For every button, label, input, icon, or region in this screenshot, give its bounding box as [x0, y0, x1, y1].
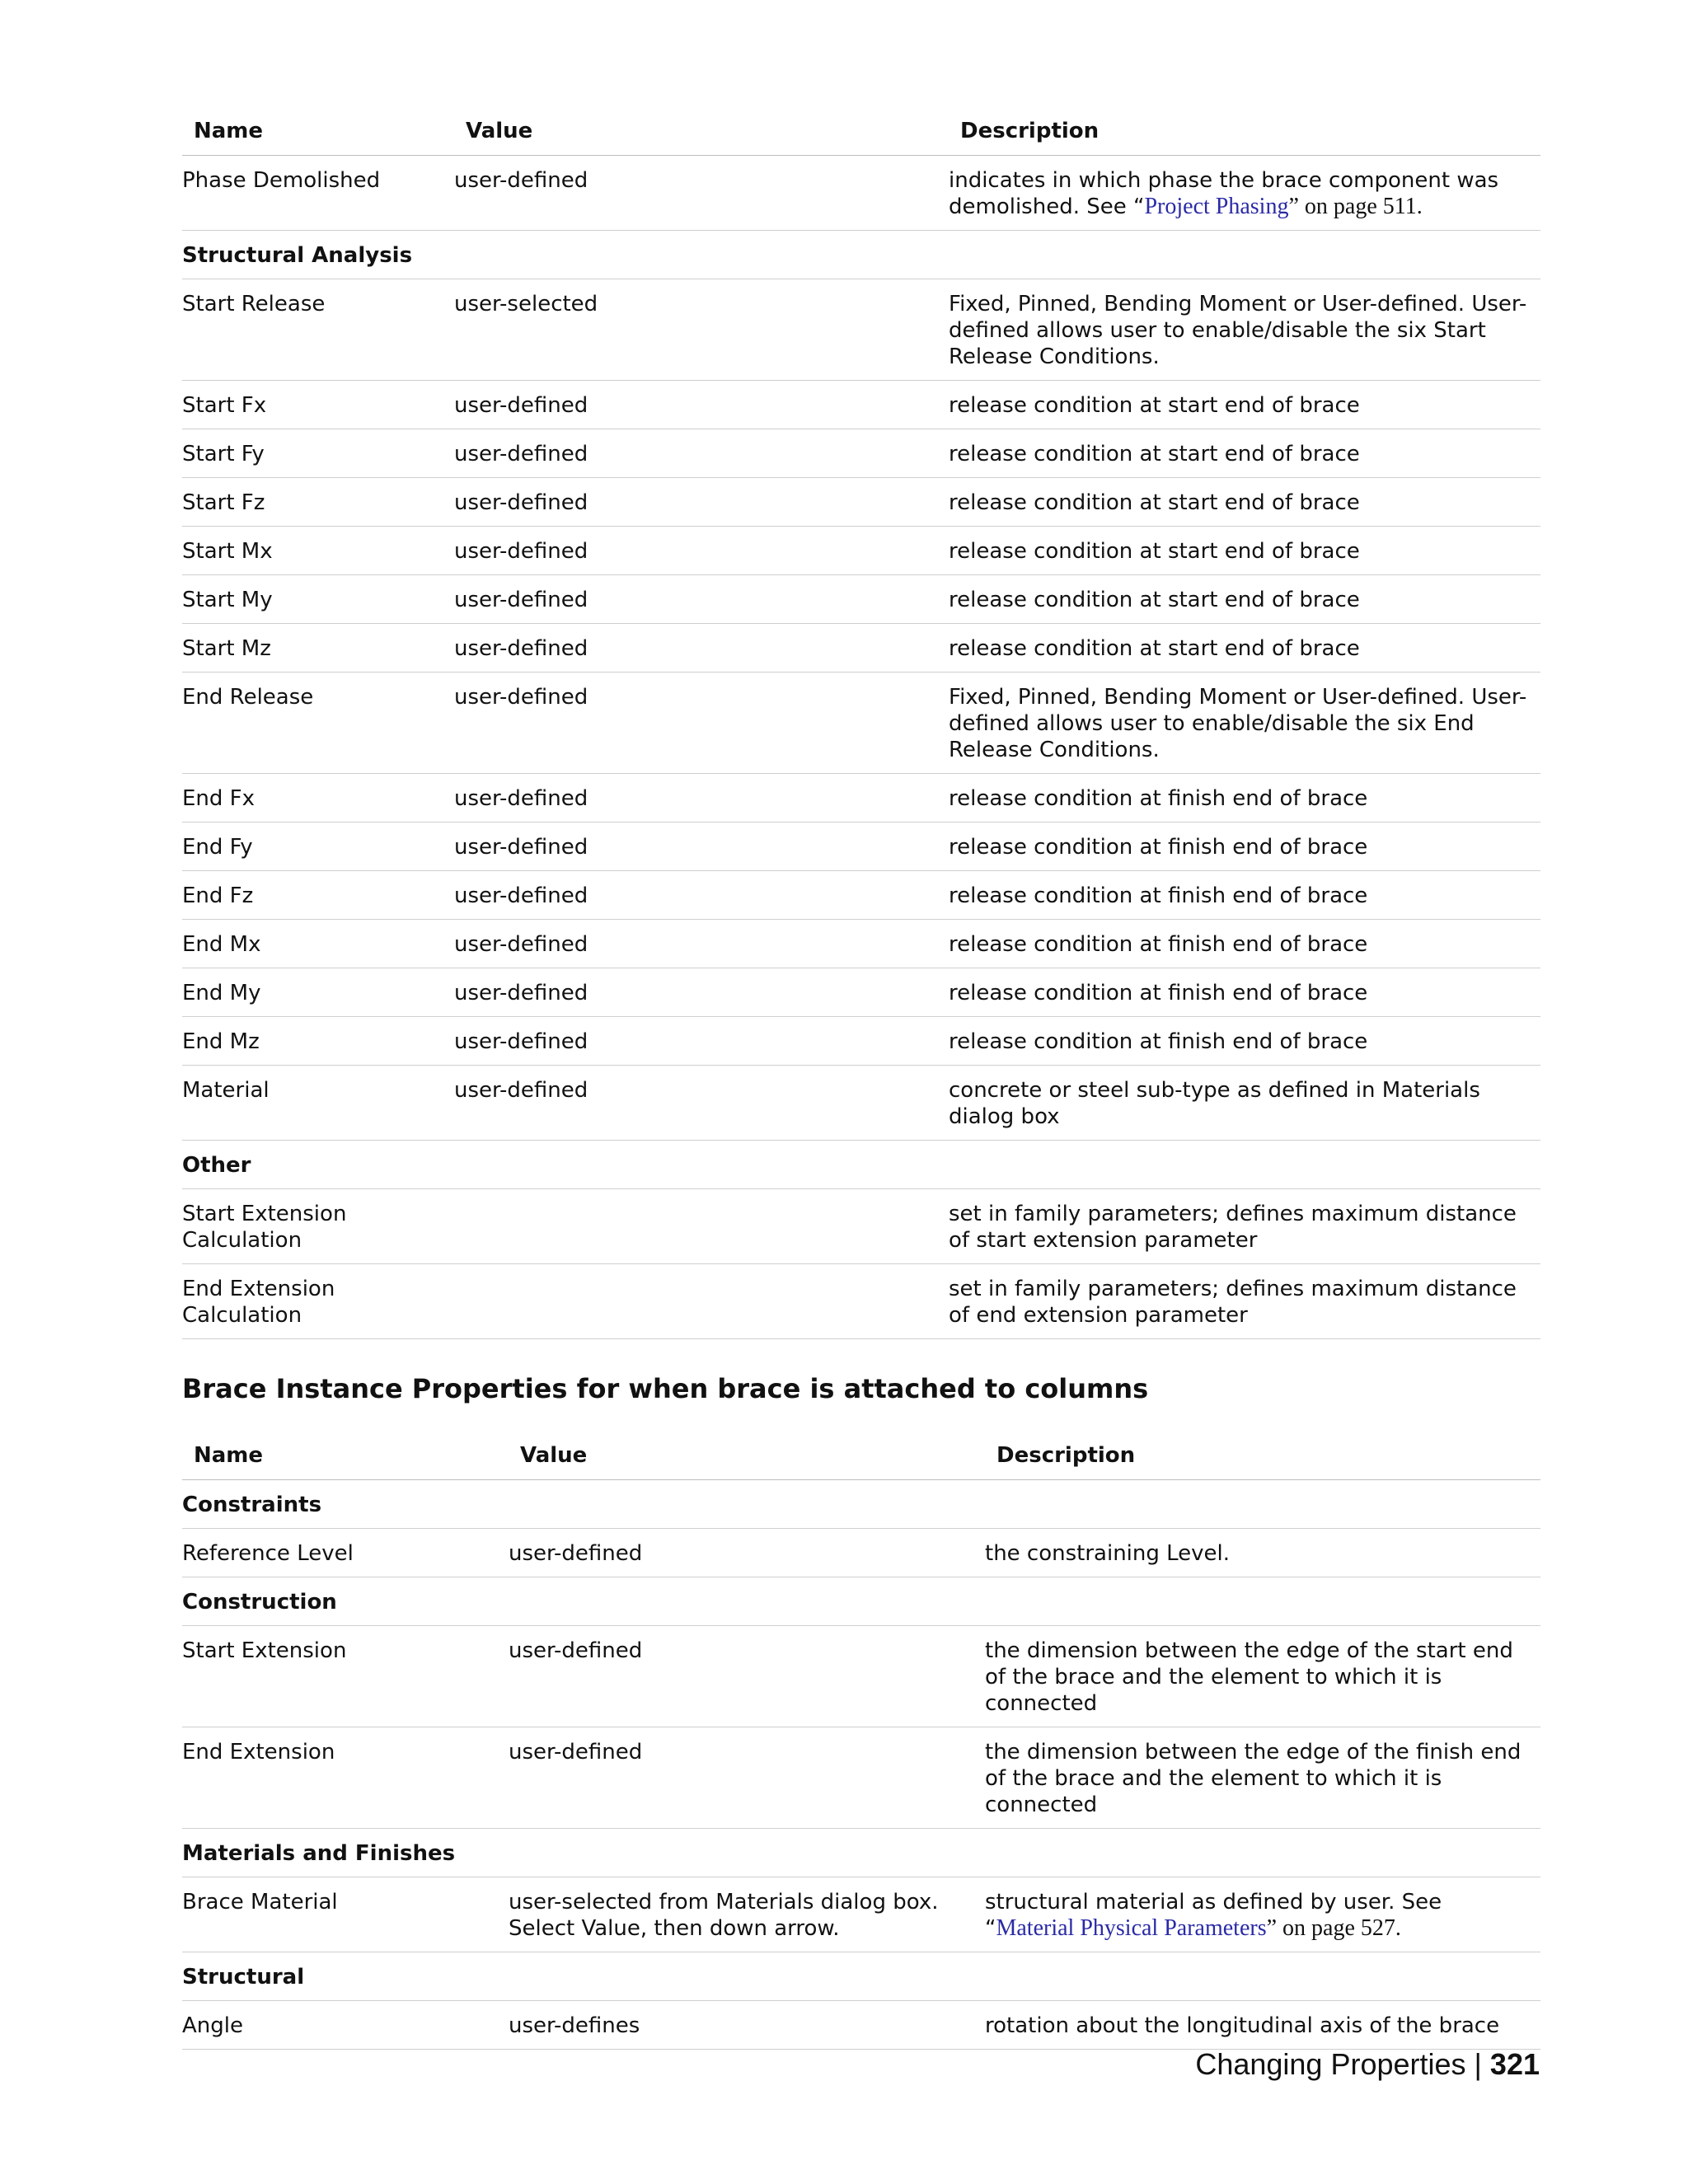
cell-value: user-defined — [454, 920, 949, 968]
cell-value: user-selected — [454, 279, 949, 381]
table-row — [182, 1264, 1540, 1339]
cell-value: user-defined — [454, 381, 949, 429]
table-row — [182, 1189, 1540, 1264]
cell-description: release condition at finish end of brace — [949, 1017, 1540, 1066]
cell-description: release condition at start end of brace — [949, 575, 1540, 624]
cell-value: user-defined — [454, 575, 949, 624]
table-row — [182, 823, 1540, 871]
table-row — [182, 968, 1540, 1017]
cell-description: release condition at finish end of brace — [949, 774, 1540, 823]
page-reference-text: ” on page 511. — [1288, 194, 1423, 219]
cell-name: End Extension Calculation — [182, 1264, 454, 1339]
group-label: Constraints — [182, 1480, 1540, 1529]
cell-description: release condition at start end of brace — [949, 381, 1540, 429]
cell-value — [454, 1264, 949, 1339]
table-row — [182, 478, 1540, 527]
group-label: Structural — [182, 1952, 1540, 2001]
page-number: 321 — [1489, 2047, 1540, 2081]
cell-description: release condition at start end of brace — [949, 429, 1540, 478]
column-header-name: Name — [182, 1430, 509, 1480]
table-row — [182, 527, 1540, 575]
table-row — [182, 429, 1540, 478]
cell-name: Start Mx — [182, 527, 454, 575]
table-row — [182, 575, 1540, 624]
brace-properties-table — [182, 105, 1540, 1339]
description-text: indicates in which phase the brace component was demolished. See “ — [949, 168, 1499, 219]
cell-value: user-defined — [454, 871, 949, 920]
cell-name: End Mx — [182, 920, 454, 968]
cell-description: rotation about the longitudinal axis of the brace — [985, 2001, 1540, 2050]
cell-value: user-defined — [454, 624, 949, 673]
cell-name: Brace Material — [182, 1877, 509, 1952]
cell-description: set in family parameters; defines maximum distance of start extension parameter — [949, 1189, 1540, 1264]
document-page — [182, 0, 1540, 2050]
footer-title: Changing Properties — [1195, 2047, 1466, 2081]
table-row — [182, 871, 1540, 920]
column-header-value: Value — [509, 1430, 985, 1480]
column-header-value: Value — [454, 105, 949, 156]
column-header-description: Description — [985, 1430, 1540, 1480]
cell-description: release condition at start end of brace — [949, 478, 1540, 527]
table-row — [182, 1066, 1540, 1141]
cell-name: Start Extension Calculation — [182, 1189, 454, 1264]
cell-value: user-defined — [509, 1727, 985, 1829]
table-row — [182, 279, 1540, 381]
table-row — [182, 156, 1540, 231]
table-row — [182, 1626, 1540, 1727]
page-footer — [1195, 2047, 1540, 2082]
cross-reference-link[interactable]: Project Phasing — [1144, 194, 1289, 219]
cell-name: End Fz — [182, 871, 454, 920]
table-row — [182, 2001, 1540, 2050]
group-row — [182, 1829, 1540, 1877]
cell-value — [454, 1189, 949, 1264]
cell-description: the dimension between the edge of the finish end of the brace and the element to which it is connected — [985, 1727, 1540, 1829]
cell-name: End Release — [182, 673, 454, 774]
cell-name: Start Mz — [182, 624, 454, 673]
group-row — [182, 1577, 1540, 1626]
table-row — [182, 774, 1540, 823]
column-header-name: Name — [182, 105, 454, 156]
table-header-row — [182, 1430, 1540, 1480]
cell-description — [985, 1877, 1540, 1952]
cell-description — [949, 156, 1540, 231]
cell-name: Angle — [182, 2001, 509, 2050]
cell-name: Phase Demolished — [182, 156, 454, 231]
cell-description: Fixed, Pinned, Bending Moment or User-defined. User-defined allows user to enable/disable the six Start Release Conditions. — [949, 279, 1540, 381]
cell-name: End My — [182, 968, 454, 1017]
group-row — [182, 1480, 1540, 1529]
cell-value: user-defined — [454, 527, 949, 575]
cell-name: Start Release — [182, 279, 454, 381]
table-row — [182, 381, 1540, 429]
cell-name: Start Fz — [182, 478, 454, 527]
page-reference-text: ” on page 527. — [1266, 1915, 1401, 1941]
cell-name: Material — [182, 1066, 454, 1141]
group-label: Other — [182, 1141, 1540, 1189]
cell-description: release condition at finish end of brace — [949, 823, 1540, 871]
cell-value: user-defined — [454, 673, 949, 774]
cell-description: release condition at start end of brace — [949, 624, 1540, 673]
cell-name: Start Fx — [182, 381, 454, 429]
cell-value: user-defines — [509, 2001, 985, 2050]
cell-value: user-defined — [454, 156, 949, 231]
cell-description: release condition at finish end of brace — [949, 920, 1540, 968]
group-label: Materials and Finishes — [182, 1829, 1540, 1877]
table-row — [182, 673, 1540, 774]
cell-description: concrete or steel sub-type as defined in Materials dialog box — [949, 1066, 1540, 1141]
cell-description: set in family parameters; defines maximum distance of end extension parameter — [949, 1264, 1540, 1339]
group-row — [182, 1141, 1540, 1189]
table-row — [182, 1727, 1540, 1829]
group-row — [182, 231, 1540, 279]
cell-name: Start Extension — [182, 1626, 509, 1727]
cell-description: Fixed, Pinned, Bending Moment or User-defined. User-defined allows user to enable/disable the six End Release Conditions. — [949, 673, 1540, 774]
cell-description: release condition at finish end of brace — [949, 871, 1540, 920]
cross-reference-link[interactable]: Material Physical Parameters — [996, 1915, 1267, 1941]
cell-name: Start Fy — [182, 429, 454, 478]
cell-value: user-defined — [509, 1529, 985, 1577]
cell-description: release condition at start end of brace — [949, 527, 1540, 575]
cell-name: End Fx — [182, 774, 454, 823]
cell-value: user-defined — [454, 1066, 949, 1141]
section-heading: Brace Instance Properties for when brace is attached to columns — [182, 1373, 1149, 1404]
footer-separator: | — [1474, 2047, 1482, 2081]
cell-name: End Mz — [182, 1017, 454, 1066]
cell-value: user-defined — [454, 1017, 949, 1066]
cell-description: the constraining Level. — [985, 1529, 1540, 1577]
cell-value: user-defined — [454, 823, 949, 871]
cell-value: user-selected from Materials dialog box. Select Value, then down arrow. — [509, 1877, 985, 1952]
cell-value: user-defined — [454, 429, 949, 478]
group-label: Construction — [182, 1577, 1540, 1626]
table-row — [182, 920, 1540, 968]
table-body — [182, 1480, 1540, 2050]
table-row — [182, 1529, 1540, 1577]
cell-value: user-defined — [454, 774, 949, 823]
cell-value: user-defined — [454, 478, 949, 527]
table-row — [182, 1877, 1540, 1952]
cell-name: End Extension — [182, 1727, 509, 1829]
table-header-row — [182, 105, 1540, 156]
table-row — [182, 624, 1540, 673]
cell-description: the dimension between the edge of the start end of the brace and the element to which it is connected — [985, 1626, 1540, 1727]
cell-description: release condition at finish end of brace — [949, 968, 1540, 1017]
cell-name: End Fy — [182, 823, 454, 871]
cell-value: user-defined — [454, 968, 949, 1017]
cell-name: Reference Level — [182, 1529, 509, 1577]
cell-value: user-defined — [509, 1626, 985, 1727]
cell-name: Start My — [182, 575, 454, 624]
description-text: structural material as defined by user. See “ — [985, 1890, 1442, 1941]
brace-column-properties-table — [182, 1430, 1540, 2050]
group-label: Structural Analysis — [182, 231, 1540, 279]
group-row — [182, 1952, 1540, 2001]
column-header-description: Description — [949, 105, 1540, 156]
table-row — [182, 1017, 1540, 1066]
table-body — [182, 156, 1540, 1339]
